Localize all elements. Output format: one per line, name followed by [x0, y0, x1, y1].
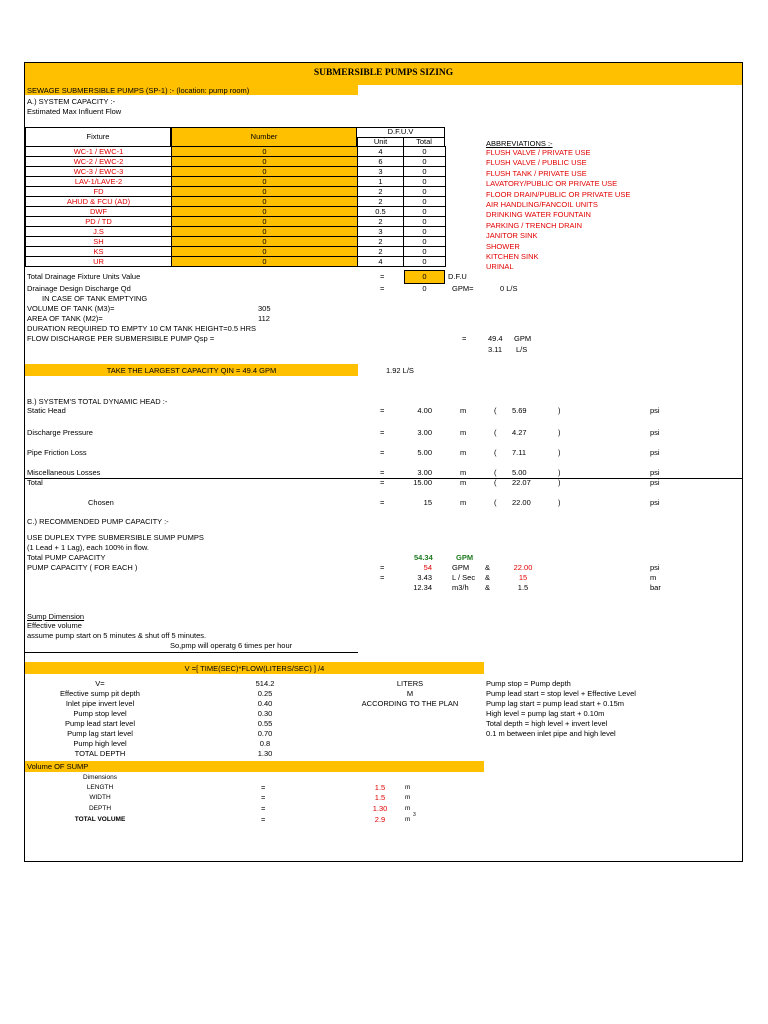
fixture-name: AHUD & FCU (AD) [26, 197, 172, 207]
pump-value2: 15 [518, 573, 528, 582]
dimension-unit: m [405, 794, 411, 801]
fixture-total: 0 [404, 177, 446, 187]
pump-value2: 22.00 [513, 563, 533, 572]
tdh-psi-value: 7.11 [512, 448, 527, 457]
fixture-name: UR [26, 257, 172, 267]
tdh-unit: m [460, 448, 467, 457]
pump-unit2: bar [650, 583, 661, 592]
fixture-row [26, 147, 446, 157]
dimensions-label: Dimensions [83, 774, 117, 781]
pump-unit2: psi [650, 563, 660, 572]
sump-note: 0.1 m between inlet pipe and high level [486, 729, 616, 738]
sump-unit: ACCORDING TO THE PLAN [361, 699, 459, 708]
tdh-unit: m [460, 406, 467, 415]
page-title: SUBMERSIBLE PUMPS SIZING [313, 68, 454, 78]
tdh-psi-value: 5.00 [512, 468, 527, 477]
volume-tank-value: 305 [258, 304, 271, 313]
tdh-eq: = [380, 468, 385, 477]
fixture-row [26, 187, 446, 197]
sump-label: Inlet pipe invert level [65, 699, 135, 708]
tdh-close: ) [558, 468, 561, 477]
dfu-total-value: 0 [422, 272, 427, 281]
fixture-row [26, 207, 446, 217]
sump-label: Pump high level [73, 739, 127, 748]
tdh-label: Static Head [27, 406, 66, 415]
fixture-number[interactable]: 0 [172, 147, 358, 157]
pump-unit: m3/h [452, 583, 469, 592]
abbreviations-title: ABBREVIATIONS :- [486, 139, 553, 148]
fixture-row [26, 167, 446, 177]
tdh-value: 3.00 [417, 428, 432, 437]
section-header: SEWAGE SUBMERSIBLE PUMPS (SP-1) :- (location: pump room) [27, 86, 250, 95]
sump-value: 0.40 [257, 699, 273, 708]
tdh-total-line [25, 478, 742, 479]
dimension-value: 2.9 [374, 815, 386, 824]
abbreviation-item: PARKING / TRENCH DRAIN [486, 220, 582, 230]
tdh-unit: m [460, 498, 467, 507]
abbreviation-item: FLUSH VALVE / PUBLIC USE [486, 158, 587, 168]
sump-so: So,pmp will operatg 6 times per hour [170, 641, 293, 650]
dimension-unit: m [405, 805, 411, 812]
fixture-name: DWF [26, 207, 172, 217]
abbreviation-item: KITCHEN SINK [486, 252, 539, 261]
fixture-unit: 0.5 [358, 207, 404, 217]
take-largest-label: TAKE THE LARGEST CAPACITY QIN = 49.4 GPM [106, 366, 277, 375]
fixture-name: J.S [26, 227, 172, 237]
total-pump-unit: GPM [456, 553, 474, 562]
sump-note: Pump lag start = pump lead start + 0.15m [486, 699, 624, 708]
sump-note: High level = pump lag start + 0.10m [486, 709, 605, 718]
flow-ls-value: 3.11 [488, 345, 503, 354]
dimension-value: 1.5 [374, 793, 386, 802]
tdh-eq: = [380, 428, 385, 437]
flow-gpm-value: 49.4 [488, 334, 503, 343]
qd-ls: 0 L/S [500, 284, 518, 293]
sump-assume: assume pump start on 5 minutes & shut off 5 minutes. [27, 631, 207, 640]
sump-value: 514.2 [255, 679, 275, 688]
dfu-total-label: Total Drainage Fixture Units Value [27, 272, 141, 281]
fixture-unit: 2 [358, 247, 404, 257]
tdh-psi-unit: psi [650, 468, 660, 477]
sump-label: Pump stop level [73, 709, 127, 718]
tdh-open: ( [494, 406, 497, 415]
dimension-value: 1.30 [372, 804, 388, 813]
tdh-label: Chosen [88, 498, 114, 507]
tdh-open: ( [494, 498, 497, 507]
fixture-unit: 2 [358, 197, 404, 207]
tdh-close: ) [558, 448, 561, 457]
fixture-unit: 4 [358, 147, 404, 157]
fixture-unit: 2 [358, 237, 404, 247]
sump-label: Effective sump pit depth [60, 689, 140, 698]
abbreviation-item: SHOWER [486, 241, 520, 251]
sump-note: Total depth = high level + invert level [486, 719, 608, 728]
fixture-number[interactable]: 0 [172, 197, 358, 207]
tdh-unit: m [460, 428, 467, 437]
fixture-total: 0 [404, 237, 446, 247]
each-pump-label: PUMP CAPACITY ( FOR EACH ) [27, 563, 138, 572]
duration-label: DURATION REQUIRED TO EMPTY 10 CM TANK HEIGHT=0.5 HRS [27, 324, 257, 333]
tdh-close: ) [558, 406, 561, 415]
fixture-name: KS [26, 247, 172, 257]
tdh-value: 4.00 [417, 406, 432, 415]
tdh-psi-unit: psi [650, 406, 660, 415]
tdh-value: 5.00 [417, 448, 432, 457]
pump-value: 3.43 [417, 573, 432, 582]
pump-eq: = [380, 563, 385, 572]
tdh-label: Discharge Pressure [27, 428, 93, 437]
fixture-number[interactable]: 0 [172, 257, 358, 267]
unit-header: Unit [373, 137, 388, 146]
fixture-total: 0 [404, 247, 446, 257]
abbreviation-item: FLUSH VALVE / PRIVATE USE [486, 148, 591, 157]
tdh-eq: = [380, 498, 385, 507]
tdh-eq: = [380, 406, 385, 415]
tdh-open: ( [494, 468, 497, 477]
tdh-close: ) [558, 478, 561, 487]
fixture-row [26, 227, 446, 237]
dimension-label: WIDTH [89, 794, 111, 801]
sump-unit: M [406, 689, 414, 698]
tdh-unit: m [460, 478, 467, 487]
dfu-unit: D.F.U [448, 272, 467, 281]
qd-eq: = [380, 284, 385, 293]
tdh-label: Miscellaneous Losses [27, 468, 101, 477]
fixture-number[interactable]: 0 [172, 157, 358, 167]
pump-value: 12.34 [413, 583, 432, 592]
tdh-open: ( [494, 428, 497, 437]
pump-amp: & [485, 563, 491, 572]
pump-amp: & [485, 573, 491, 582]
fixture-unit: 2 [358, 217, 404, 227]
tdh-psi-unit: psi [650, 498, 660, 507]
tdh-close: ) [558, 428, 561, 437]
pump-value2: 1.5 [517, 583, 529, 592]
tdh-title: B.) SYSTEM'S TOTAL DYNAMIC HEAD :- [27, 397, 168, 406]
total-pump-label: Total PUMP CAPACITY [27, 553, 106, 562]
fixture-row [26, 237, 446, 247]
pump-amp: & [485, 583, 491, 592]
fixture-total: 0 [404, 197, 446, 207]
fixture-row [26, 247, 446, 257]
dimension-eq: = [261, 815, 266, 824]
sump-so-line [25, 652, 358, 653]
dimension-label: LENGTH [86, 784, 114, 791]
fixture-total: 0 [404, 187, 446, 197]
fixture-row [26, 197, 446, 207]
pump-line2: (1 Lead + 1 Lag), each 100% in flow. [27, 543, 149, 552]
sump-value: 0.30 [257, 709, 273, 718]
dimension-label: DEPTH [88, 805, 112, 812]
fixture-unit: 6 [358, 157, 404, 167]
fixture-unit: 2 [358, 187, 404, 197]
fixture-unit: 3 [358, 167, 404, 177]
fixture-unit: 3 [358, 227, 404, 237]
fixture-number[interactable]: 0 [172, 237, 358, 247]
tdh-value: 3.00 [417, 468, 432, 477]
tdh-psi-value: 4.27 [512, 428, 527, 437]
fixture-row [26, 177, 446, 187]
dimension-unit: m [405, 784, 411, 791]
abbreviation-item: FLUSH TANK / PRIVATE USE [486, 168, 587, 178]
tank-empty-label: IN CASE OF TANK EMPTYING [42, 294, 148, 303]
qd-value: 0 [422, 284, 427, 293]
pump-capacity-title: C.) RECOMMENDED PUMP CAPACITY :- [27, 517, 169, 526]
fixture-total: 0 [404, 167, 446, 177]
fixture-header: Fixture [86, 132, 110, 141]
sump-label: Pump lead start level [64, 719, 136, 728]
sump-value: 0.25 [257, 689, 273, 698]
sump-label: V= [95, 679, 105, 688]
sump-value: 0.55 [257, 719, 273, 728]
flow-gpm-unit: GPM [514, 334, 532, 343]
pump-unit2: m [650, 573, 657, 582]
fixture-total: 0 [404, 157, 446, 167]
fixture-number[interactable]: 0 [172, 187, 358, 197]
sump-label: Pump lag start level [67, 729, 133, 738]
abbreviation-item: URINAL [486, 262, 514, 272]
abbreviation-item: FLOOR DRAIN/PUBLIC OR PRIVATE USE [486, 189, 631, 199]
dimension-eq: = [261, 793, 266, 802]
fixture-unit: 4 [358, 257, 404, 267]
qd-label: Drainage Design Discharge Qd [27, 284, 131, 293]
dfu-total-eq: = [380, 272, 385, 281]
cube-superscript: 3 [413, 812, 416, 818]
abbreviation-item: JANITOR SINK [486, 231, 538, 241]
tdh-psi-value: 22.07 [512, 478, 531, 487]
tdh-unit: m [460, 468, 467, 477]
fixture-name: WC-3 / EWC-3 [26, 167, 172, 177]
fixture-number[interactable]: 0 [172, 207, 358, 217]
tdh-value: 15 [423, 498, 432, 507]
flow-ls-unit: L/S [516, 345, 528, 354]
fixture-name: WC-2 / EWC-2 [26, 157, 172, 167]
fixture-total: 0 [404, 257, 446, 267]
fixture-number[interactable]: 0 [172, 247, 358, 257]
tdh-open: ( [494, 448, 497, 457]
sump-title: Sump Dimension [27, 612, 85, 621]
tdh-eq: = [380, 478, 385, 487]
fixture-number[interactable]: 0 [172, 167, 358, 177]
pump-unit: L / Sec [452, 573, 476, 582]
fixture-number[interactable]: 0 [172, 177, 358, 187]
tdh-psi-unit: psi [650, 478, 660, 487]
pump-eq: = [380, 573, 385, 582]
fixture-total: 0 [404, 227, 446, 237]
sump-value: 1.30 [257, 749, 273, 758]
dimension-value: 1.5 [374, 783, 386, 792]
qd-gpm-label: GPM= [452, 284, 474, 293]
number-header: Number [250, 132, 278, 141]
fixture-total: 0 [404, 147, 446, 157]
formula-label: V =[ TIME(SEC)*FLOW(LITERS/SEC) ] /4 [184, 664, 325, 673]
fixture-total: 0 [404, 207, 446, 217]
sump-note: Pump lead start = stop level + Effective Level [486, 689, 636, 698]
pump-unit: GPM [452, 563, 470, 572]
pump-line1: USE DUPLEX TYPE SUBMERSIBLE SUMP PUMPS [27, 533, 204, 542]
tdh-psi-value: 22.00 [512, 498, 531, 507]
tdh-psi-unit: psi [650, 448, 660, 457]
fixture-name: FD [26, 187, 172, 197]
abbreviation-item: LAVATORY/PUBLIC OR PRIVATE USE [486, 179, 618, 189]
dimension-eq: = [261, 804, 266, 813]
dimension-eq: = [261, 783, 266, 792]
total-pump-value: 54.34 [414, 553, 433, 562]
fixture-number[interactable]: 0 [172, 217, 358, 227]
dfuv-label: D.F.U.V [387, 127, 414, 136]
sump-unit: LITERS [396, 679, 424, 688]
volume-sump-bar [25, 761, 484, 772]
tdh-eq: = [380, 448, 385, 457]
fixture-name: SH [26, 237, 172, 247]
sump-effective: Effective volume [27, 621, 82, 630]
tdh-label: Pipe Friction Loss [27, 448, 87, 457]
fixture-table [25, 146, 446, 267]
fixture-row [26, 157, 446, 167]
flow-discharge-label: FLOW DISCHARGE PER SUBMERSIBLE PUMP Qsp = [27, 334, 215, 343]
pump-value: 54 [423, 563, 432, 572]
sump-label: TOTAL DEPTH [74, 749, 126, 758]
system-capacity-heading: A.) SYSTEM CAPACITY :- [27, 97, 116, 106]
abbreviation-item: AIR HANDLING/FANCOIL UNITS [486, 200, 598, 209]
dimension-unit: m [405, 816, 411, 823]
tdh-open: ( [494, 478, 497, 487]
dfuv-top-line [357, 127, 445, 128]
dimension-label: TOTAL VOLUME [74, 816, 126, 823]
tdh-value: 15.00 [413, 478, 432, 487]
fixture-row [26, 217, 446, 227]
volume-sump-title: Volume OF SUMP [27, 762, 89, 771]
fixture-name: PD / TD [26, 217, 172, 227]
area-tank-label: AREA OF TANK (M2)= [27, 314, 103, 323]
area-tank-value: 112 [258, 314, 270, 323]
fixture-row [26, 257, 446, 267]
total-header: Total [416, 137, 432, 146]
tdh-close: ) [558, 498, 561, 507]
tdh-label: Total [27, 478, 43, 487]
tdh-psi-unit: psi [650, 428, 660, 437]
estimated-flow-label: Estimated Max Influent Flow [27, 107, 122, 116]
abbreviation-item: DRINKING WATER FOUNTAIN [486, 210, 591, 220]
volume-tank-label: VOLUME OF TANK (M3)= [27, 304, 115, 313]
sump-note: Pump stop = Pump depth [486, 679, 571, 688]
fixture-name: LAV-1/LAVE-2 [26, 177, 172, 187]
fixture-number[interactable]: 0 [172, 227, 358, 237]
flow-discharge-eq: = [462, 334, 467, 343]
fixture-unit: 1 [358, 177, 404, 187]
dfuv-right-line [444, 127, 445, 147]
sump-value: 0.70 [257, 729, 273, 738]
tdh-psi-value: 5.69 [512, 406, 527, 415]
fixture-name: WC-1 / EWC-1 [26, 147, 172, 157]
take-largest-ls: 1.92 L/S [386, 366, 414, 375]
fixture-total: 0 [404, 217, 446, 227]
sump-value: 0.8 [259, 739, 271, 748]
